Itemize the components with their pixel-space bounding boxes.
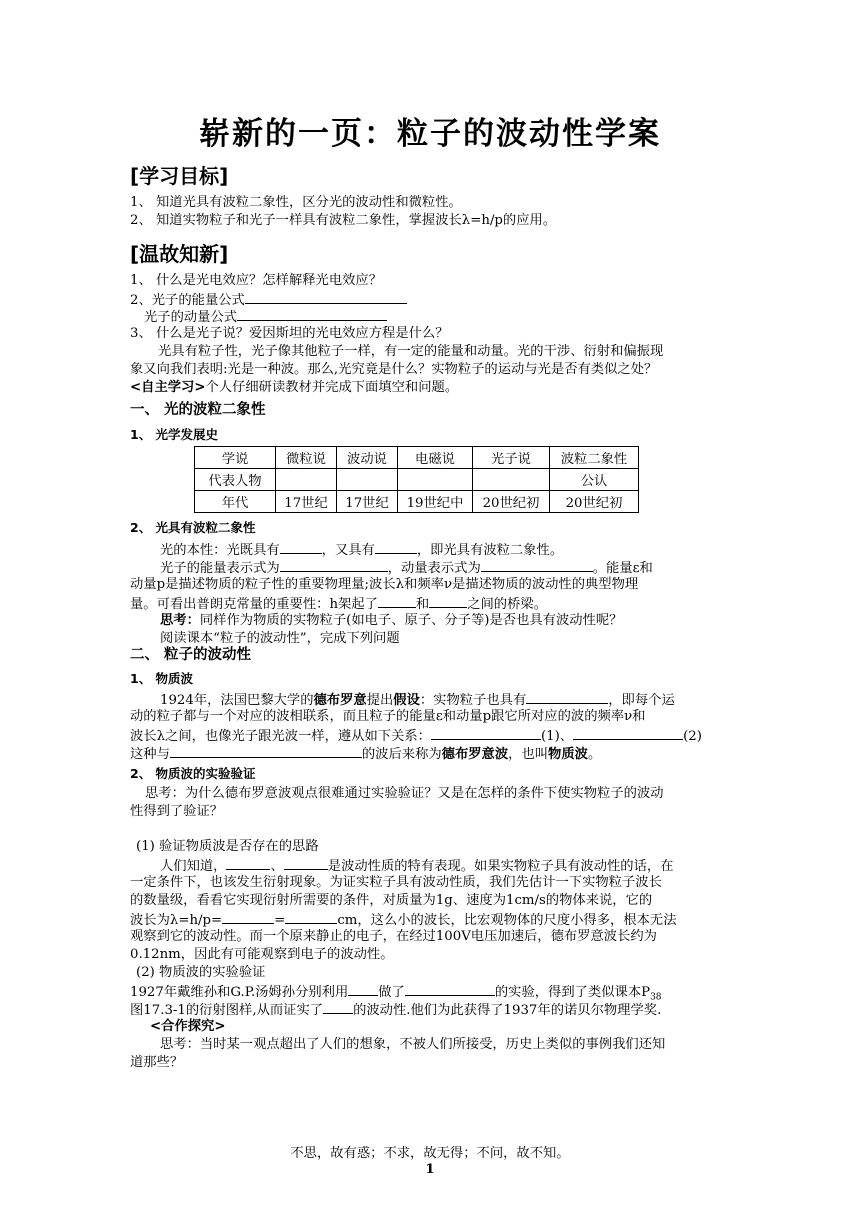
paragraph-line: 波长为λ=h/p= = cm，这么小的波长，比宏观物体的尺度小得多，根本无法 <box>130 910 730 929</box>
goal-item: 1、 知道光具有波粒二象性，区分光的波动性和微粒性。 <box>130 195 462 210</box>
blank <box>429 594 467 608</box>
subsection-heading: 1、 光学发展史 <box>130 427 219 442</box>
table-cell: 20世纪初 <box>550 491 639 513</box>
goal-item: 2、 知道实物粒子和光子一样具有波粒二象性，掌握波长λ=h/p的应用。 <box>130 213 557 228</box>
paragraph-line: 光具有粒子性，光子像其他粒子一样，有一定的能量和动量。光的干涉、衍射和偏振现 <box>158 344 664 359</box>
table-row <box>195 447 639 469</box>
blank <box>222 910 274 924</box>
blank <box>226 856 270 870</box>
blank <box>481 558 593 572</box>
paragraph-line: 光的本性：光既具有 ，又具有 ，即光具有波粒二象性。 <box>160 540 760 559</box>
table-cell: 年代 <box>195 491 276 513</box>
blank <box>280 558 388 572</box>
paragraph-line: 量。可看出普朗克常量的重要性：h架起了 和 之间的桥梁。 <box>130 594 730 613</box>
blank <box>348 982 378 996</box>
paragraph-line: 动的粒子都与一个对应的波相联系，而且粒子的能量ε和动量p跟它所对应的波的频率ν和 <box>130 709 646 724</box>
paragraph-line: 阅读课本“粒子的波动性”，完成下列问题 <box>160 631 400 646</box>
paragraph-line: 光子的能量表示式为 ，动量表示式为 。能量ε和 <box>160 558 760 577</box>
paragraph-line: 动量p是描述物质的粒子性的重要物理量;波长λ和频率ν是描述物质的波动性的典型物理 <box>130 577 639 592</box>
paragraph-line: 象又向我们表明:光是一种波。那么,光究竟是什么？实物粒子的运动与光是否有类似之处？ <box>130 362 658 377</box>
blank <box>526 690 608 704</box>
self-study-tag: <自主学习> <box>130 380 206 395</box>
table-cell: 光子说 <box>473 447 550 469</box>
section-heading: 二、 粒子的波动性 <box>130 647 252 663</box>
review-question: 光子的动量公式 <box>144 307 744 326</box>
blank <box>405 982 495 996</box>
page-title: 崭新的一页：粒子的波动性学案 <box>199 116 661 152</box>
review-question: 2、光子的能量公式 <box>130 290 730 309</box>
think-line: 思考：同样作为物质的实物粒子(如电子、原子、分子等)是否也具有波动性呢？ <box>160 613 623 628</box>
history-table <box>194 446 639 513</box>
table-cell: 19世纪中 <box>398 491 473 513</box>
paragraph-line: 这种与 的波后来称为德布罗意波，也叫物质波。 <box>130 744 730 763</box>
subsection-heading: 1、 物质波 <box>130 671 194 686</box>
paragraph-line: 一定条件下，也该发生衍射现象。为证实粒子具有波动性质，我们先估计一下实物粒子波长 <box>130 875 662 890</box>
table-row <box>195 469 639 491</box>
step-title: (1) 验证物质波是否存在的思路 <box>136 839 319 854</box>
table-cell: 公认 <box>550 469 639 491</box>
step-title: (2) 物质波的实验验证 <box>136 965 266 980</box>
blank <box>245 290 407 304</box>
review-question: 1、 什么是光电效应？怎样解释光电效应？ <box>130 273 383 288</box>
think-line: 思考：当时某一观点超出了人们的想象，不被人们所接受，历史上类似的事例我们还知 <box>160 1037 666 1052</box>
review-heading: [温故知新] <box>130 242 229 266</box>
blank <box>431 726 541 740</box>
page-number: 1 <box>425 1162 435 1177</box>
footer-motto: 不思，故有惑；不求，故无得；不问，故不知。 <box>290 1146 570 1161</box>
table-cell: 电磁说 <box>398 447 473 469</box>
table-cell <box>473 469 550 491</box>
table-cell: 波动说 <box>337 447 398 469</box>
blank <box>280 540 322 554</box>
blank <box>284 856 328 870</box>
review-question: 3、 什么是光子说？爱因斯坦的光电效应方程是什么？ <box>130 326 449 341</box>
blank <box>323 1000 353 1014</box>
coop-tag: <合作探究> <box>150 1019 226 1034</box>
table-row <box>195 491 639 513</box>
think-line: 思考：为什么德布罗意波观点很难通过实验验证？又是在怎样的条件下使实物粒子的波动 <box>145 786 664 801</box>
table-cell: 17世纪 <box>337 491 398 513</box>
table-cell: 波粒二象性 <box>550 447 639 469</box>
table-cell: 20世纪初 <box>473 491 550 513</box>
paragraph-line: 的数量级，看看它实现衍射所需要的条件，对质量为1g、速度为1cm/s的物体来说，它的 <box>130 893 653 908</box>
paragraph-line: 观察到它的波动性。而一个原来静止的电子，在经过100V电压加速后，德布罗意波长约为 <box>130 929 657 944</box>
table-cell: 17世纪 <box>276 491 337 513</box>
paragraph-line: 人们知道， 、 是波动性质的特有表现。如果实物粒子具有波动性的话，在 <box>160 856 760 875</box>
paragraph-line: 波长λ之间，也像光子跟光波一样，遵从如下关系： (1)、 (2) <box>130 726 730 745</box>
table-cell <box>276 469 337 491</box>
table-cell: 微粒说 <box>276 447 337 469</box>
blank <box>378 594 416 608</box>
self-study-line: <自主学习>个人仔细研读教材并完成下面填空和问题。 <box>130 380 459 395</box>
blank <box>375 540 417 554</box>
blank <box>573 726 683 740</box>
blank <box>170 744 362 758</box>
think-line: 性得到了验证？ <box>130 804 224 819</box>
blank <box>237 307 387 321</box>
table-cell: 学说 <box>195 447 276 469</box>
paragraph-line: 0.12nm，因此有可能观察到电子的波动性。 <box>130 947 394 962</box>
blank <box>285 910 337 924</box>
table-cell <box>398 469 473 491</box>
goals-heading: [学习目标] <box>130 164 229 188</box>
paragraph-line: 1927年戴维孙和G.P.汤姆孙分别利用 做了 的实验，得到了类似课本$P_{38}$ <box>130 982 730 1007</box>
paragraph-line: 图17.3-1的衍射图样,从而证实了 的波动性.他们为此获得了1937年的诺贝尔物理学奖. <box>130 1000 730 1019</box>
table-cell: 代表人物 <box>195 469 276 491</box>
section-heading: 一、 光的波粒二象性 <box>130 402 266 418</box>
table-cell <box>337 469 398 491</box>
subsection-heading: 2、 物质波的实验验证 <box>130 766 256 781</box>
paragraph-line: 1924年，法国巴黎大学的德布罗意提出假设：实物粒子也具有 ，即每个运 <box>160 690 760 709</box>
think-line: 道那些？ <box>130 1055 184 1070</box>
subsection-heading: 2、 光具有波粒二象性 <box>130 520 256 535</box>
